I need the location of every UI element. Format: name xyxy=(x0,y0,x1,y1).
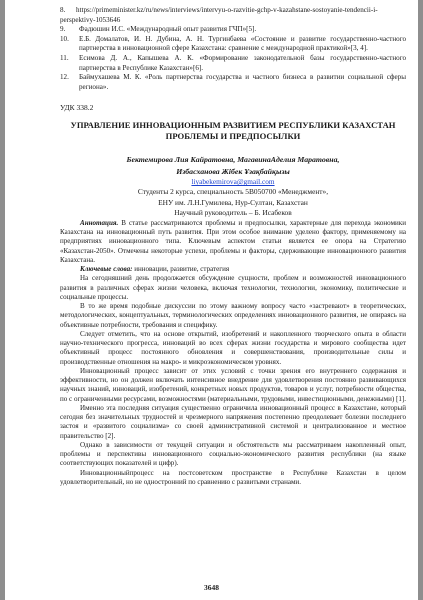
body-paragraph: Инновационный процесс зависит от этих условий с точки зрения его внутреннего содержания и эффективности, но он должен включать интенсивное внедрение для удовлетворения постоянно развивающихся научных знаний, инноваций, изобретений, конкретных новых продуктов, товаров и услуг, потребности общества, по с ограниченными ресурсами, возможностями (материальными, трудовыми, инвестиционными, денежными) [1]. xyxy=(60,366,406,403)
affiliation-line-2: ЕНУ им. Л.Н.Гумилева, Нур-Султан, Казахстан xyxy=(158,197,308,207)
abstract-label: Аннотация. xyxy=(80,218,119,227)
reference-text: Е.Б. Домалатов, И. Н. Дубина, А. Н. Тургинбаева «Состояние и развитие государственно-частного партнерства в инновационной сфере Казахстана: сравнение с международной практикой»[3, 4]. xyxy=(79,34,406,53)
reference-number: 8. xyxy=(60,6,66,14)
authors-line-2: Избасханова Жібек Ұзақбайқызы xyxy=(176,166,290,176)
reference-item-10 xyxy=(60,35,406,54)
keywords-label: Ключевые слова: xyxy=(80,265,133,274)
reference-item-8 xyxy=(60,6,406,25)
reference-url[interactable]: https://primeminister.kz/ru/news/interviews/intervyu-o-razvitie-gchp-v-kazahstane-sostoyanie-tendencii-i-perspektivy-1053646 xyxy=(60,6,378,24)
document-page xyxy=(5,0,418,600)
body-paragraph: В то же время подобные дискуссии по этому важному вопросу часто «застревают» в теоретических, методологических, концептуальных, терминологических определениях инновационного развития, не опираясь на объективные потребности, требования и специфику. xyxy=(60,302,406,329)
authors-line-1: Бектемирова Лия Кайратовна, МагавинаАделия Маратовна, xyxy=(126,155,340,165)
udk-code: УДК 338.2 xyxy=(60,103,94,113)
body-paragraph: Именно эта последняя ситуация существенно ограничила инновационный процесс в Казахстане, который сегодня без значительных трудностей и чрезмерного напряжения постепенно преодолевает болезни последнего застоя и «развитого социализма» со своей административной системой и централизованное и местное правительство [2]. xyxy=(60,403,406,440)
affiliation-line-1: Студенты 2 курса, специальность 5В050700 «Менеджмент», xyxy=(137,187,329,197)
keywords-paragraph xyxy=(60,265,406,274)
page-number: 3648 xyxy=(204,583,219,592)
page-content xyxy=(60,6,406,487)
references-list xyxy=(60,6,406,92)
body-paragraph: Следует отметить, что на основе открытий, изобретений и накопленного творческого опыта в области научно-технического прогресса, инноваций во всех сферах жизни государства и мирового сообщества идет объективный процесс постоянного обновления и совершенствования, производительные силы и производственные отношения на макро- и микроэкономическом уровнях. xyxy=(60,329,406,366)
reference-number: 9. xyxy=(60,25,66,34)
author-email-link[interactable]: liyabekemirova@gmail.com xyxy=(191,177,275,187)
body-paragraph: Инновационныйпроцесс на постсоветском пространстве в Республике Казахстан в целом удовлетворительный, но не одностронний по сравнению с развитыми странами. xyxy=(60,468,406,486)
reference-item-9 xyxy=(60,25,406,35)
body-paragraph: Однако в зависимости от текущей ситуации и обстоятельств мы рассматриваем накопленный опыт, проблемы и перспективы инновационного социально-экономического развития республики (на языке соответствующих показателей и цифр). xyxy=(60,440,406,468)
article-title: УПРАВЛЕНИЕ ИННОВАЦИОННЫМ РАЗВИТИЕМ РЕСПУБЛИКИ КАЗАХСТАН ПРОБЛЕМЫ И ПРЕДПОСЫЛКИ xyxy=(70,120,396,142)
reference-number: 10. xyxy=(60,34,69,43)
reference-text: Баймухашева М. К. «Роль партнерства государства и частного бизнеса в развитии социальной сферы региона». xyxy=(79,73,406,91)
reference-text: Есимова Д. А., Капышева А. К. «Формирование законодательной базы государственно-частного партнерства в Республике Казахстан»[6]. xyxy=(79,53,406,72)
supervisor-line: Научный руководитель – Б. Исабеков xyxy=(174,208,292,218)
reference-number: 12. xyxy=(60,73,69,82)
keywords-text: инновации, развитие, стратегия xyxy=(134,265,230,274)
reference-item-11 xyxy=(60,54,406,73)
abstract-text: В статье рассматриваются проблемы и предпосылки, характерные для перехода экономики Казахстана на инновационный путь развития. При этом особое внимание уделено фактору, применяемому на предприятиях инновационного типа. Ключевым аспектом статьи является ее опора на Стратегию «Казахстан-2050». Отмечены некоторые успехи, проблемы и факторы, сдерживающие инновационного развития Казахстана. xyxy=(60,218,406,264)
reference-item-12 xyxy=(60,73,406,92)
reference-number: 11. xyxy=(60,53,69,62)
reference-text: Фадюшин И.С. «Международный опыт развития ГЧП»[5]. xyxy=(79,25,257,34)
abstract-paragraph xyxy=(60,219,406,265)
body-paragraph: На сегодняшний день продолжается обсуждение сущности, проблем и возможностей инновационного развития в различных сферах жизни человека, включая технологии, технологии, экономику, политические и социальные процессы. xyxy=(60,274,406,301)
